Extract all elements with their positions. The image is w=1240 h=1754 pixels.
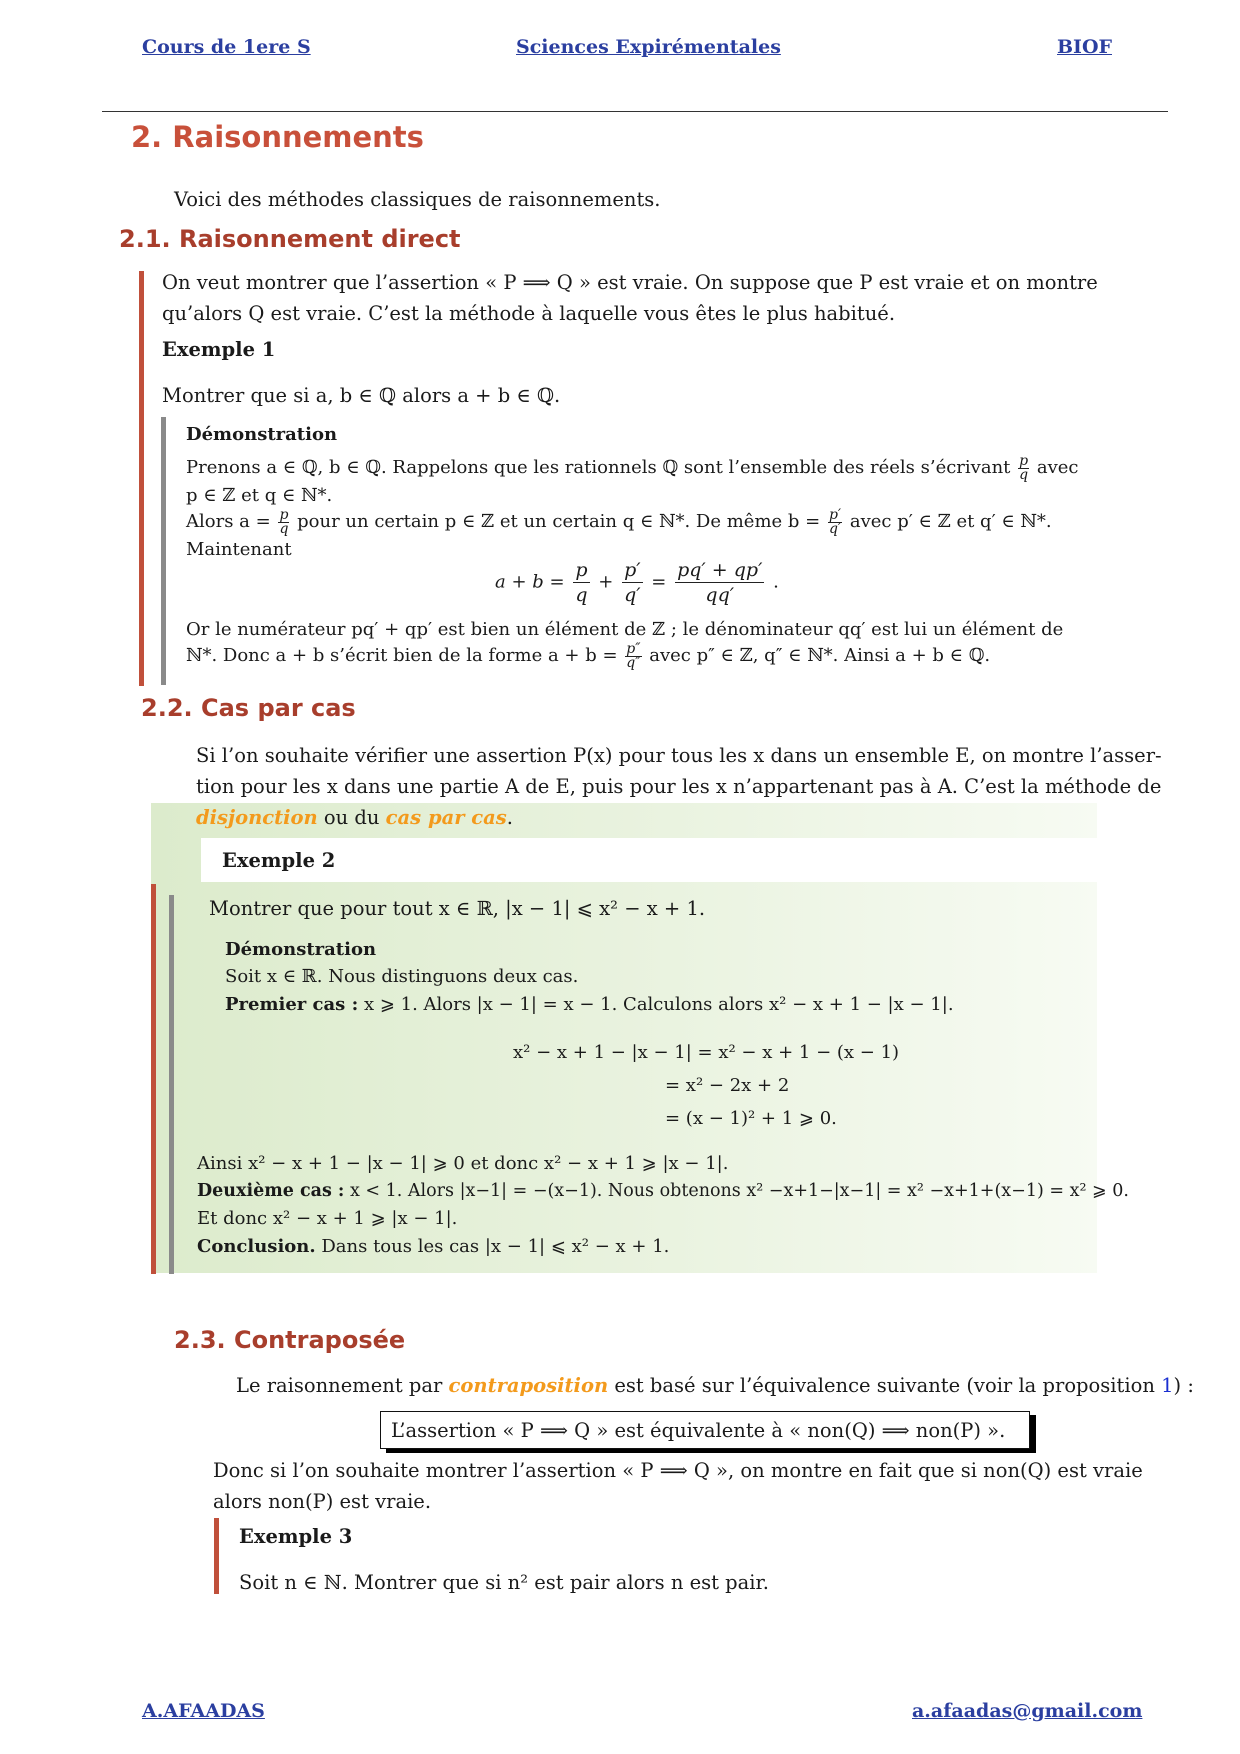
equation-sum — [495, 558, 779, 607]
theorem-bar-2 — [151, 884, 156, 1274]
keyword-disjonction: disjonction — [196, 806, 318, 829]
s23-text-line1: Donc si l’on souhaite montrer l’assertion « P ⟹ Q », on montre en fait que si non(Q) est vraie — [213, 1459, 1143, 1482]
s23-intro — [236, 1370, 1194, 1401]
keyword-cas-par-cas: cas par cas — [385, 806, 507, 829]
example-2-title: Exemple 2 — [222, 849, 336, 872]
conclusion-text: Dans tous les cas |x − 1| ⩽ x² − x + 1. — [315, 1236, 670, 1257]
s23-intro-c: ) : — [1173, 1374, 1194, 1397]
example-2-statement: Montrer que pour tout x ∈ ℝ, |x − 1| ⩽ x² − x + 1. — [209, 897, 706, 920]
footer-author[interactable]: A.AFAADAS — [142, 1700, 265, 1722]
demo-1-line3-a: Alors a = — [186, 511, 271, 532]
demo-2-case1 — [225, 991, 1105, 1019]
subsection-2-3-title: 2.3. Contraposée — [174, 1326, 406, 1354]
s23-intro-b: est basé sur l’équivalence suivante (voir la proposition — [608, 1374, 1162, 1397]
s22-text-line1: Si l’on souhaite vérifier une assertion P(x) pour tous les x dans un ensemble E, on montre l’asser- — [196, 744, 1162, 767]
demo-1-line2: p ∈ ℤ et q ∈ ℕ*. — [186, 485, 333, 506]
header-right[interactable]: BIOF — [1057, 36, 1112, 58]
section-title: 2. Raisonnements — [131, 120, 424, 154]
demo-1-line3 — [186, 508, 1086, 536]
example-1-statement: Montrer que si a, b ∈ ℚ alors a + b ∈ ℚ. — [162, 384, 561, 407]
demo-1-line5: Or le numérateur pq′ + qp′ est bien un élément de ℤ ; le dénominateur qq′ est lui un élément de — [186, 619, 1064, 640]
fraction-pq-second: $\frac{p''}{q''}$ — [626, 640, 641, 671]
demo-1-line3-b: pour un certain p ∈ ℤ et un certain q ∈ ℕ*. De même b = — [297, 511, 821, 532]
s22-end: . — [506, 806, 513, 829]
demo-2-title: Démonstration — [225, 939, 377, 960]
demo-2-conclusion — [197, 1233, 669, 1261]
calc-line1: x² − x + 1 − |x − 1| = x² − x + 1 − (x − 1) — [513, 1042, 900, 1063]
equivalence-box: L’assertion « P ⟹ Q » est équivalente à « non(Q) ⟹ non(P) ». — [380, 1411, 1030, 1449]
subsection-2-1-title: 2.1. Raisonnement direct — [119, 225, 461, 253]
s23-intro-a: Le raisonnement par — [236, 1374, 449, 1397]
demo-2-etdonc: Et donc x² − x + 1 ⩾ |x − 1|. — [197, 1208, 458, 1229]
s22-text-line3 — [196, 802, 513, 833]
calc-line3: = (x − 1)² + 1 ⩾ 0. — [665, 1108, 837, 1129]
demo-1-line1-end: avec — [1036, 457, 1079, 478]
header-center[interactable]: Sciences Expirémentales — [516, 36, 781, 58]
demo-1-line6 — [186, 642, 1086, 670]
s22-mid: ou du — [317, 806, 386, 829]
s22-text — [196, 740, 1176, 802]
demo-1-line1-text: Prenons a ∈ ℚ, b ∈ ℚ. Rappelons que les rationnels ℚ sont l’ensemble des réels s’écrivant — [186, 457, 1011, 478]
section-intro: Voici des méthodes classiques de raisonnements. — [174, 188, 661, 211]
theorem-bar — [139, 271, 144, 686]
demo-2-line1: Soit x ∈ ℝ. Nous distinguons deux cas. — [225, 966, 579, 987]
s23-text — [213, 1455, 1173, 1517]
example-2-title-box — [201, 838, 1098, 882]
fraction-a: $\frac{p}{q}$ — [279, 506, 289, 537]
case1-label: Premier cas : — [225, 994, 359, 1015]
example-1-title: Exemple 1 — [162, 338, 276, 361]
eq-frac3: $\frac{pq' + qp'}{qq'}$ — [677, 559, 763, 606]
fraction-p-over-q: $\frac{p}{q}$ — [1019, 452, 1029, 483]
example-3-statement: Soit n ∈ ℕ. Montrer que si n² est pair alors n est pair. — [239, 1571, 769, 1594]
header-left[interactable]: Cours de 1ere S — [142, 36, 311, 58]
demo-1-line6-b: avec p″ ∈ ℤ, q″ ∈ ℕ*. Ainsi a + b ∈ ℚ. — [649, 645, 991, 666]
demo-2-case2 — [197, 1177, 1129, 1205]
eq-frac1: $\frac{p}{q}$ — [575, 559, 588, 606]
conclusion-label: Conclusion. — [197, 1236, 316, 1257]
calc-line2: = x² − 2x + 2 — [665, 1075, 790, 1096]
demo-2-ainsi: Ainsi x² − x + 1 − |x − 1| ⩾ 0 et donc x² − x + 1 ⩾ |x − 1|. — [197, 1153, 729, 1174]
case1-text: x ⩾ 1. Alors |x − 1| = x − 1. Calculons alors x² − x + 1 − |x − 1|. — [358, 994, 954, 1015]
demo-1-line6-a: ℕ*. Donc a + b s’écrit bien de la forme a + b = — [186, 645, 618, 666]
fraction-b: $\frac{p'}{q'}$ — [828, 506, 842, 537]
proof-bar — [161, 417, 166, 685]
demo-1-line4: Maintenant — [186, 539, 292, 560]
demo-1-line1 — [186, 454, 1086, 482]
eq-end: . — [773, 571, 779, 593]
s23-text-line2: alors non(P) est vraie. — [213, 1490, 432, 1513]
eq-frac2: $\frac{p'}{q'}$ — [624, 559, 641, 606]
s22-text-line2: tion pour les x dans une partie A de E, puis pour les x n’appartenant pas à A. C’est la méthode de — [196, 775, 1162, 798]
case2-text: x < 1. Alors |x−1| = −(x−1). Nous obtenons x² −x+1−|x−1| = x² −x+1+(x−1) = x² ⩾ 0. — [344, 1181, 1129, 1201]
proposition-ref-link[interactable]: 1 — [1161, 1374, 1174, 1397]
footer-email[interactable]: a.afaadas@gmail.com — [912, 1700, 1143, 1722]
s21-text-line2: qu’alors Q est vraie. C’est la méthode à laquelle vous êtes le plus habitué. — [162, 302, 896, 325]
eq-lhs: a + b = — [495, 571, 565, 593]
eq-plus: + — [598, 571, 614, 593]
proof-bar-2 — [169, 895, 174, 1274]
s21-text — [162, 267, 1122, 329]
eq-equals: = — [651, 571, 667, 593]
keyword-contraposition: contraposition — [448, 1374, 609, 1397]
case2-label: Deuxième cas : — [197, 1181, 345, 1201]
subsection-2-2-title: 2.2. Cas par cas — [141, 694, 356, 722]
demo-1-title: Démonstration — [186, 424, 338, 445]
theorem-bar-3 — [214, 1518, 219, 1594]
s21-text-line1: On veut montrer que l’assertion « P ⟹ Q » est vraie. On suppose que P est vraie et on montre — [162, 271, 1098, 294]
header-divider — [102, 111, 1168, 112]
example-3-title: Exemple 3 — [239, 1525, 353, 1548]
demo-1-line3-c: avec p′ ∈ ℤ et q′ ∈ ℕ*. — [849, 511, 1052, 532]
